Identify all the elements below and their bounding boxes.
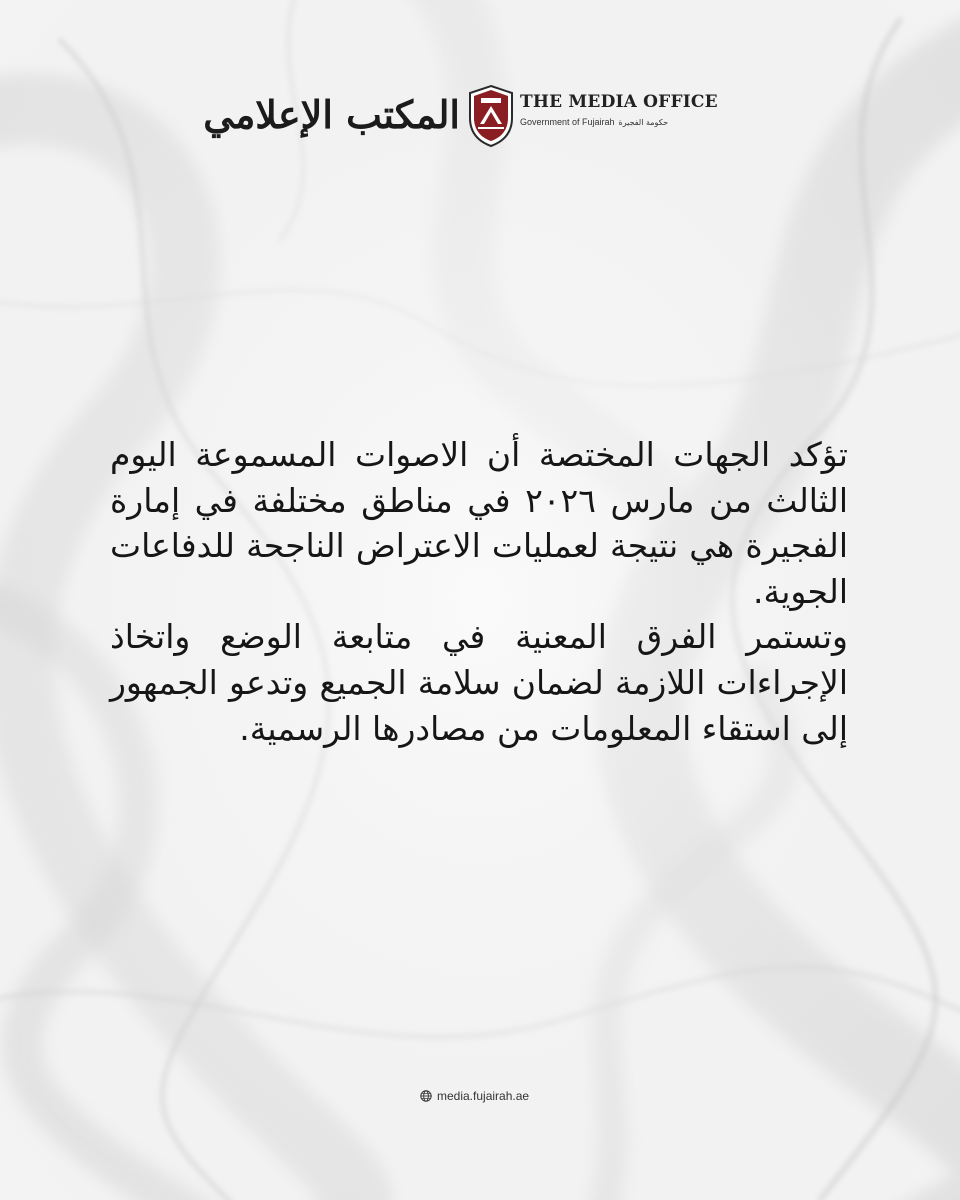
statement-body bbox=[110, 432, 848, 751]
statement-paragraph-2: وتستمر الفرق المعنية في متابعة الوضع واتخاذ الإجراءات اللازمة لضمان سلامة الجميع وتدعو الجمهور إلى استقاء المعلومات من مصادرها الرسمية. bbox=[110, 617, 848, 748]
globe-icon bbox=[420, 1090, 432, 1102]
government-subtitle-en: Government of Fujairah bbox=[520, 117, 615, 127]
government-subtitle-ar: حكومة الفجيرة bbox=[618, 118, 669, 127]
website-footer bbox=[420, 1086, 529, 1106]
arabic-calligraphy-logo: المكتب الإعلامي bbox=[203, 92, 460, 137]
media-office-title: THE MEDIA OFFICE bbox=[520, 92, 718, 112]
website-url[interactable]: media.fujairah.ae bbox=[437, 1089, 530, 1103]
statement-paragraph-1: تؤكد الجهات المختصة أن الاصوات المسموعة اليوم الثالث من مارس ٢٠٢٦ في مناطق مختلفة في إمارة الفجيرة هي نتيجة لعمليات الاعتراض الناجحة للدفاعات الجوية. bbox=[110, 435, 848, 611]
english-logo-text bbox=[520, 92, 718, 127]
government-subtitle bbox=[520, 117, 700, 127]
fujairah-emblem-icon bbox=[466, 84, 516, 148]
media-office-header bbox=[203, 82, 718, 152]
